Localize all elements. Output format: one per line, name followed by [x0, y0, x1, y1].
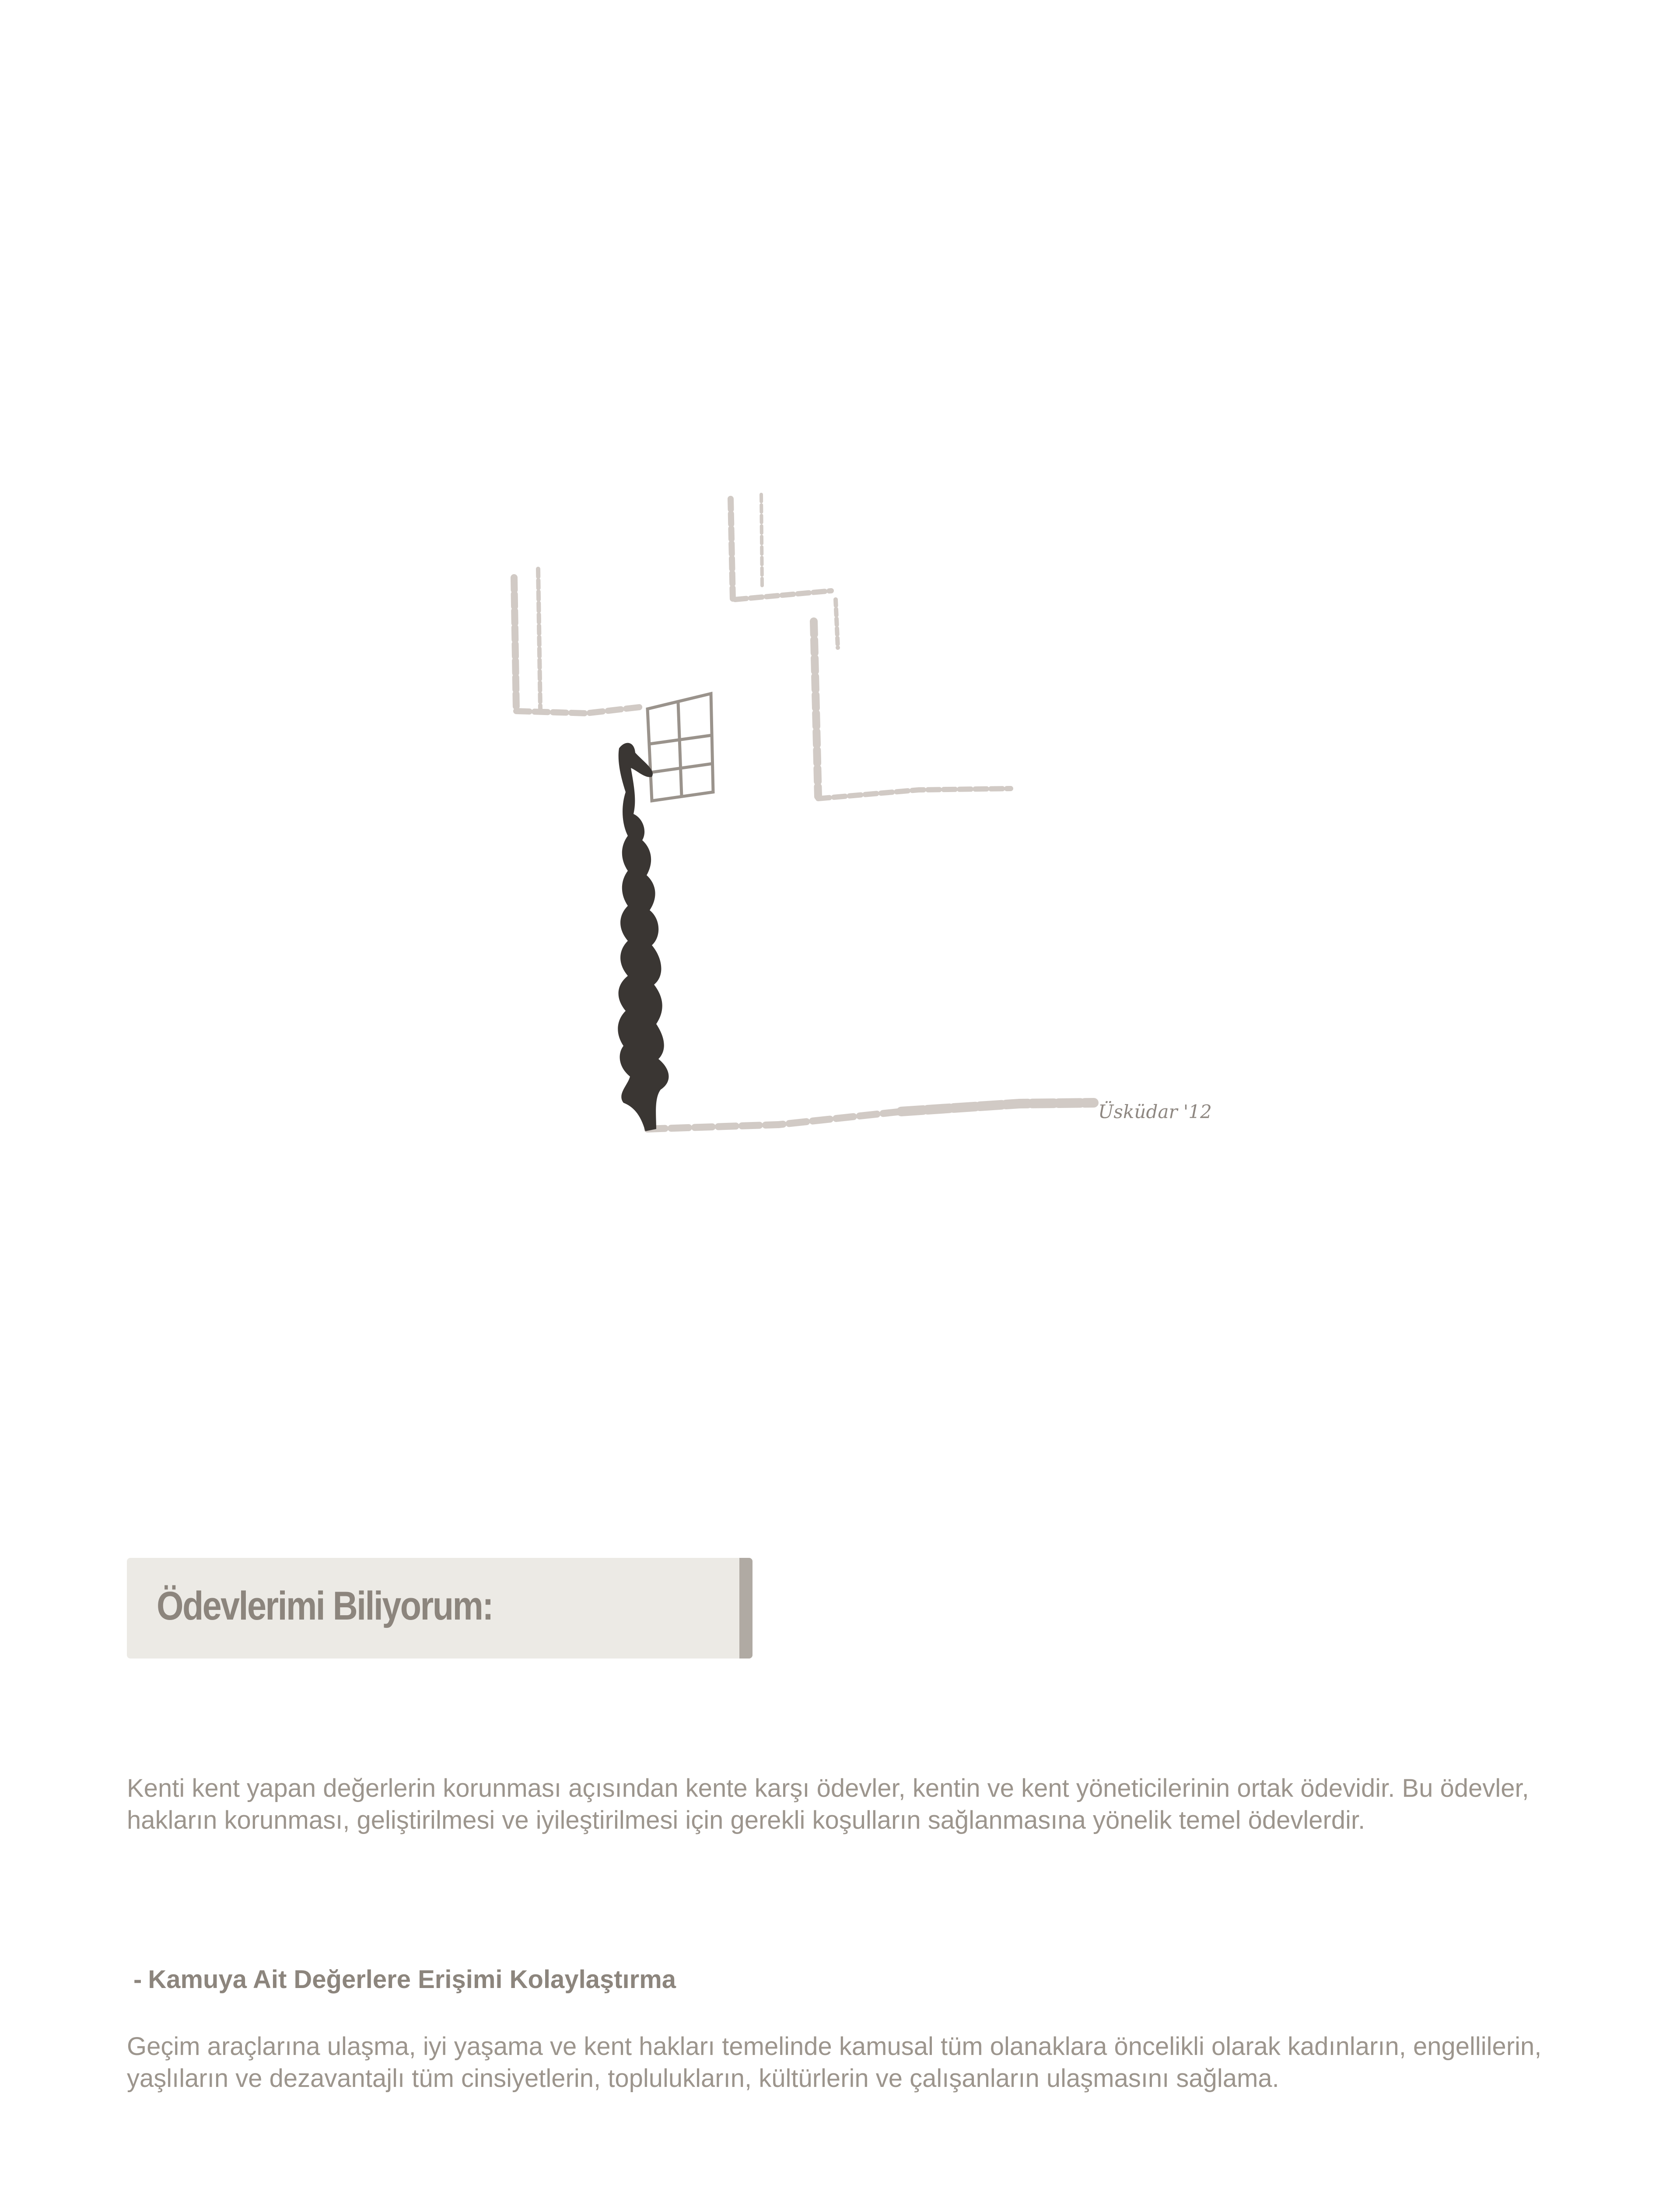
intro-paragraph: Kenti kent yapan değerlerin korunması açısından kente karşı ödevler, kentin ve kent yöneticilerinin ortak ödevidir. Bu ödevler, hakların korunması, geliştirilmesi ve iyileştirilmesi için gerekli koşulların sağlanmasına yönelik temel ödevlerdir.	[127, 1774, 1529, 1834]
subsection-title-text: Kamuya Ait Değerlere Erişimi Kolaylaştırma	[148, 1965, 676, 1994]
figures-icon	[618, 743, 668, 1131]
watercolor-illustration	[472, 455, 1216, 1243]
heading-accent-bar	[739, 1558, 752, 1659]
page-title: Ödevlerimi Biliyorum:	[157, 1584, 493, 1628]
section-heading-box	[127, 1558, 752, 1659]
window-icon	[648, 694, 713, 801]
climbing-figures-icon	[472, 455, 1216, 1243]
bullet-dash: -	[133, 1965, 142, 1994]
subsection-paragraph: Geçim araçlarına ulaşma, iyi yaşama ve kent hakları temelinde kamusal tüm olanaklara öncelikli olarak kadınların, engellilerin, yaşlıların ve dezavantajlı tüm cinsiyetlerin, toplulukların, kültürlerin ve çalışanların ulaşmasını sağlama.	[127, 2032, 1542, 2093]
subsection-title	[133, 1965, 676, 1994]
signature: Üsküdar '12	[1098, 1101, 1212, 1122]
